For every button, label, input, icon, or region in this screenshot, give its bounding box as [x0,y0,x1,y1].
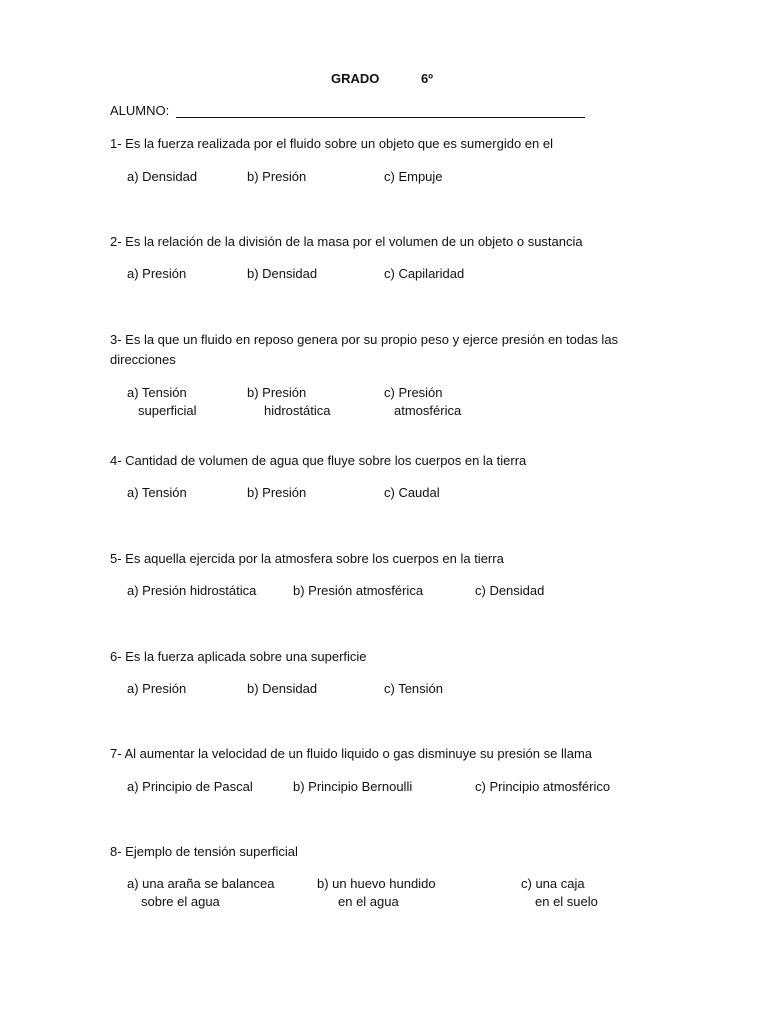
question-8-option-a-line1[interactable]: a) una araña se balancea [127,876,275,891]
question-2-text: 2- Es la relación de la división de la masa por el volumen de un objeto o sustancia [110,234,583,249]
question-8-option-b-line2[interactable]: en el agua [338,894,399,909]
question-3-option-c-line1[interactable]: c) Presión [384,385,443,400]
question-1-text: 1- Es la fuerza realizada por el fluido sobre un objeto que es sumergido en el [110,136,553,151]
question-6-option-c[interactable]: c) Tensión [384,681,444,696]
question-8-option-c-line1[interactable]: c) una caja [521,876,585,891]
alumno-label: ALUMNO: [110,103,170,118]
question-6-text: 6- Es la fuerza aplicada sobre una superficie [110,649,367,664]
question-1-option-c[interactable]: c) Empuje [384,169,443,184]
alumno-name-line[interactable] [176,117,585,118]
question-5-option-c[interactable]: c) Densidad [475,583,545,598]
question-6-option-a[interactable]: a) Presión [127,681,187,696]
question-3-option-b-line2[interactable]: hidrostática [264,403,331,418]
question-8-option-c-line2[interactable]: en el suelo [535,894,598,909]
question-4-option-c[interactable]: c) Caudal [384,485,440,500]
question-7-text: 7- Al aumentar la velocidad de un fluido liquido o gas disminuye su presión se llama [110,746,593,761]
question-4-option-a[interactable]: a) Tensión [127,485,187,500]
question-5-option-b[interactable]: b) Presión atmosférica [293,583,424,598]
question-2-option-a[interactable]: a) Presión [127,266,187,281]
question-6-option-b[interactable]: b) Densidad [247,681,318,696]
question-1-option-a[interactable]: a) Densidad [127,169,198,184]
question-4-text: 4- Cantidad de volumen de agua que fluye sobre los cuerpos en la tierra [110,453,527,468]
question-3-text-line2: direcciones [110,352,176,367]
question-7-option-a[interactable]: a) Principio de Pascal [127,779,253,794]
question-1-option-b[interactable]: b) Presión [247,169,307,184]
question-8-option-a-line2[interactable]: sobre el agua [141,894,220,909]
question-2-option-c[interactable]: c) Capilaridad [384,266,465,281]
question-3-text-line1: 3- Es la que un fluido en reposo genera por su propio peso y ejerce presión en todas las [110,332,619,347]
question-8-option-b-line1[interactable]: b) un huevo hundido [317,876,436,891]
question-5-option-a[interactable]: a) Presión hidrostática [127,583,257,598]
grado-label: GRADO [331,71,380,86]
question-8-text: 8- Ejemplo de tensión superficial [110,844,298,859]
question-4-option-b[interactable]: b) Presión [247,485,307,500]
question-3-option-c-line2[interactable]: atmosférica [394,403,462,418]
question-5-text: 5- Es aquella ejercida por la atmosfera sobre los cuerpos en la tierra [110,551,504,566]
question-3-option-b-line1[interactable]: b) Presión [247,385,307,400]
grado-value: 6º [421,71,433,86]
question-3-option-a-line2[interactable]: superficial [138,403,197,418]
question-7-option-c[interactable]: c) Principio atmosférico [475,779,611,794]
question-7-option-b[interactable]: b) Principio Bernoulli [293,779,413,794]
question-2-option-b[interactable]: b) Densidad [247,266,318,281]
question-3-option-a-line1[interactable]: a) Tensión [127,385,187,400]
